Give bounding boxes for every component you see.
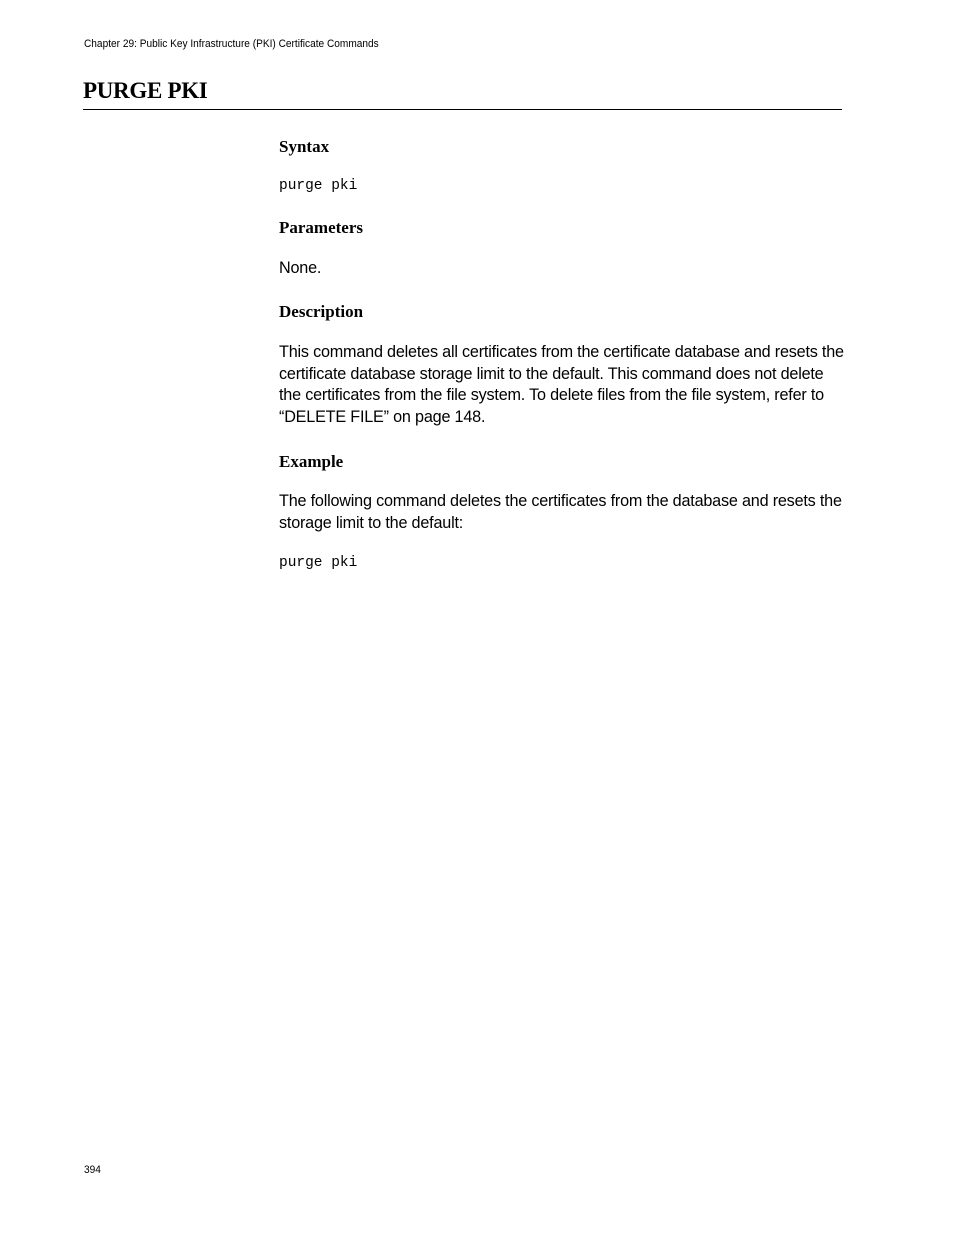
syntax-code: purge pki [279,178,358,194]
page-number: 394 [84,1164,101,1176]
running-header: Chapter 29: Public Key Infrastructure (PKI) Certificate Commands [84,38,379,50]
title-rule [83,109,842,110]
description-text: This command deletes all certificates from the certificate database and resets the certificate database storage limit to the default. This command does not delete the certificates from the file system. To delete files from the file system, refer to “DELETE FILE” on page 148. [279,343,844,426]
page-title: PURGE PKI [83,78,208,103]
parameters-heading: Parameters [279,218,364,237]
parameters-text: None. [279,259,322,277]
example-code: purge pki [279,555,358,571]
example-text: The following command deletes the certificates from the database and resets the storage limit to the default: [279,492,842,532]
description-heading: Description [279,302,364,321]
syntax-heading: Syntax [279,137,330,156]
example-heading: Example [279,452,344,471]
